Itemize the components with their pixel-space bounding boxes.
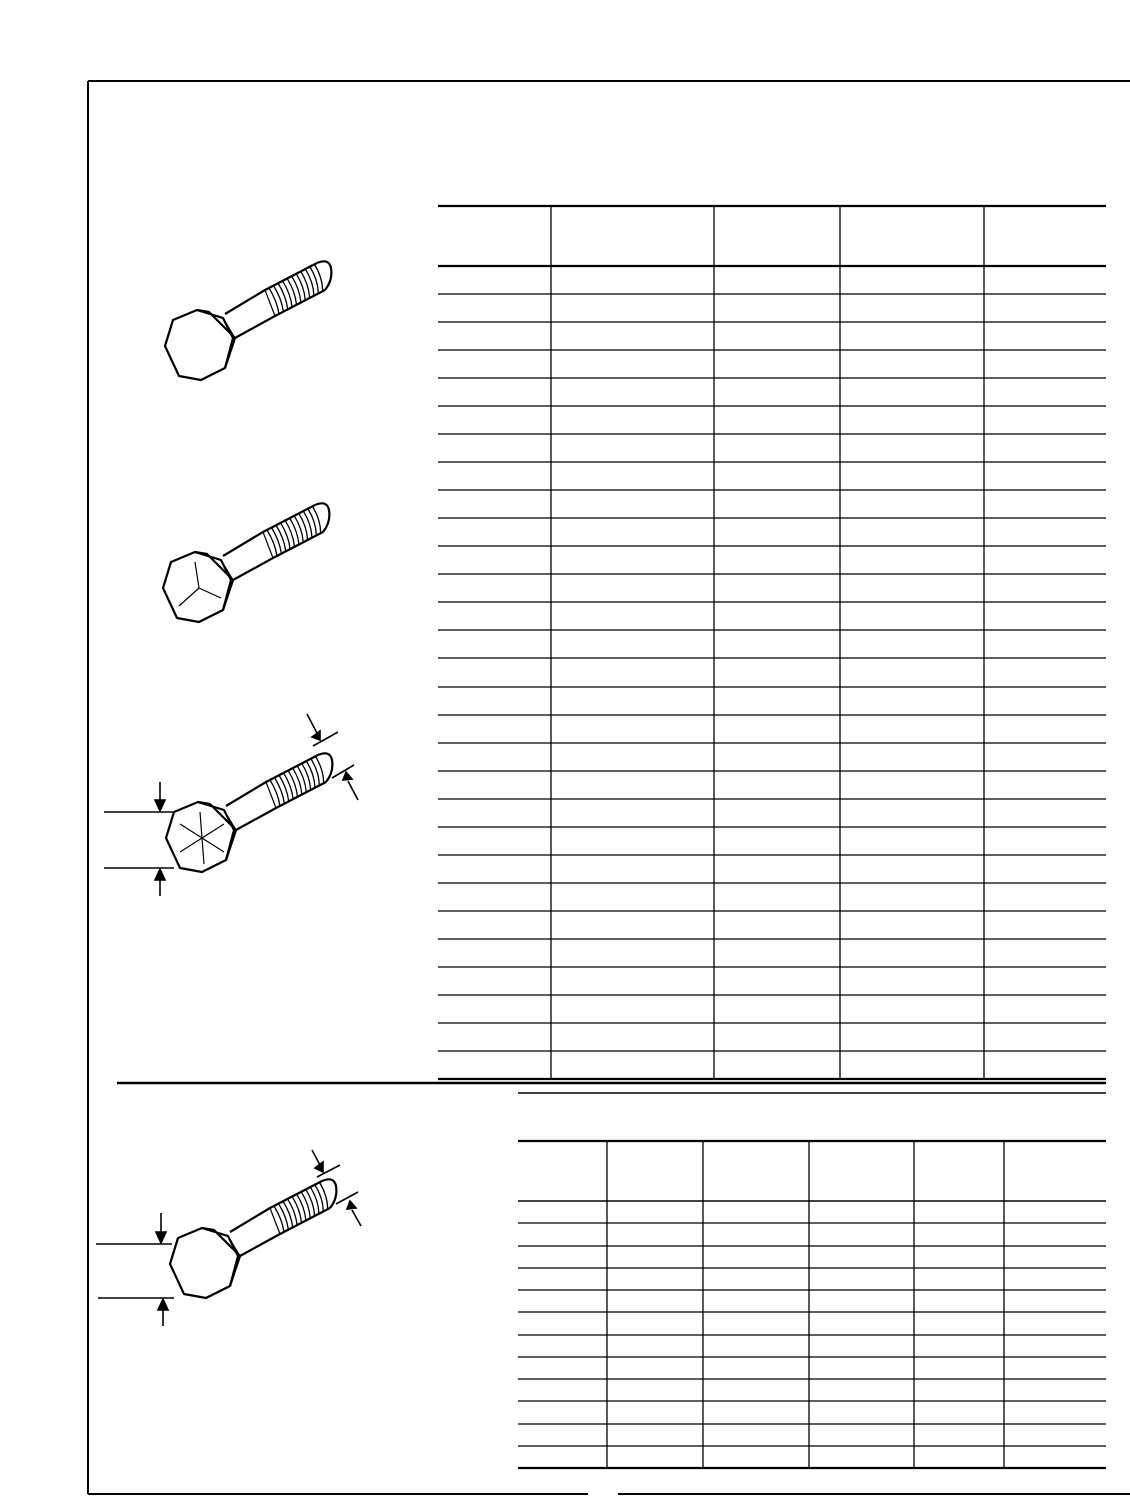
hex-bolt-plain-icon	[165, 261, 331, 380]
hex-bolt-three-line-icon	[163, 503, 329, 622]
hex-bolt-plain-dimensioned-icon	[96, 1150, 361, 1326]
hex-bolt-six-line-dimensioned-icon	[104, 714, 358, 896]
upper-table	[438, 206, 1106, 1079]
lower-table	[518, 1093, 1106, 1468]
page-border	[88, 81, 1130, 1494]
